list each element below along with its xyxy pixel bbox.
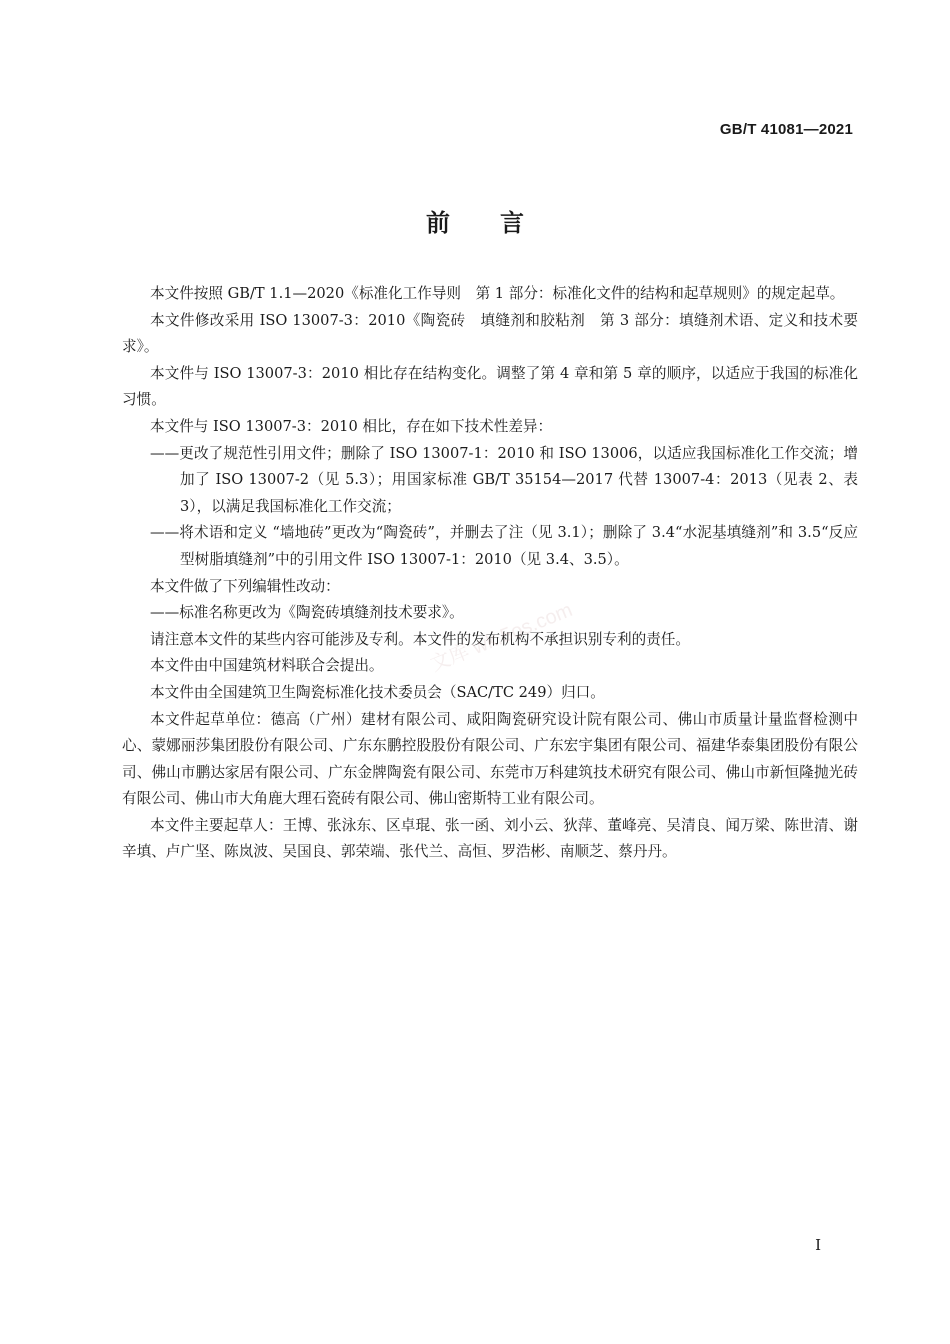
paragraph: 本文件起草单位：德高（广州）建材有限公司、咸阳陶瓷研究设计院有限公司、佛山市质量计量监督检测中心、蒙娜丽莎集团股份有限公司、广东东鹏控股股份有限公司、广东宏宇集团有限公司、福建华泰集团股份有限公司、佛山市鹏达家居有限公司、广东金牌陶瓷有限公司、东莞市万科建筑技术研究有限公司、佛山市新恒隆抛光砖有限公司、佛山市大角鹿大理石瓷砖有限公司、佛山密斯特工业有限公司。 [122,710,858,808]
page-title: 前言 [426,209,574,237]
paragraph: 本文件由中国建筑材料联合会提出。 [150,657,384,675]
paragraph: 本文件主要起草人：王博、张泳东、区卓琨、张一函、刘小云、狄萍、董峰亮、吴清良、闻万梁、陈世清、谢辛填、卢广坚、陈岚波、吴国良、郭荣端、张代兰、高恒、罗浩彬、南顺芝、蔡丹丹。 [122,816,858,861]
standard-code: GB/T 41081—2021 [719,121,853,138]
list-item: ——标准名称更改为《陶瓷砖填缝剂技术要求》。 [150,604,464,622]
paragraph: 本文件按照 GB/T 1.1—2020《标准化工作导则 第 1 部分：标准化文件的结构和起草规则》的规定起草。 [150,285,845,302]
paragraph: 本文件与 ISO 13007-3：2010 相比存在结构变化。调整了第 4 章和第 5 章的顺序，以适应于我国的标准化习惯。 [122,364,858,409]
foreword-body [122,281,858,866]
paragraph: 本文件修改采用 ISO 13007-3：2010《陶瓷砖 填缝剂和胶粘剂 第 3 部分：填缝剂术语、定义和技术要求》。 [122,311,858,356]
paragraph: 本文件由全国建筑卫生陶瓷标准化技术委员会（SAC/TC 249）归口。 [150,683,605,701]
paragraph: 请注意本文件的某些内容可能涉及专利。本文件的发布机构不承担识别专利的责任。 [150,630,690,648]
page-number: I [815,1236,821,1254]
paragraph: 本文件做了下列编辑性改动： [150,577,340,595]
watermark: 文库 wk.5os.com [427,598,576,676]
list-item: ——更改了规范性引用文件；删除了 ISO 13007-1：2010 和 ISO 13006，以适应我国标准化工作交流；增加了 ISO 13007-2（见 5.3）；用国家标准 GB/T 35154—2017 代替 13007-4：2013（见表 2、表 3），以满足我国标准化工作交流； [150,444,858,515]
paragraph: 本文件与 ISO 13007-3：2010 相比，存在如下技术性差异： [150,417,553,435]
list-item: ——将术语和定义 “墙地砖”更改为“陶瓷砖”，并删去了注（见 3.1）；删除了 3.4“水泥基填缝剂”和 3.5“反应型树脂填缝剂”中的引用文件 ISO 13007-1：2010（见 3.4、3.5）。 [150,524,858,568]
